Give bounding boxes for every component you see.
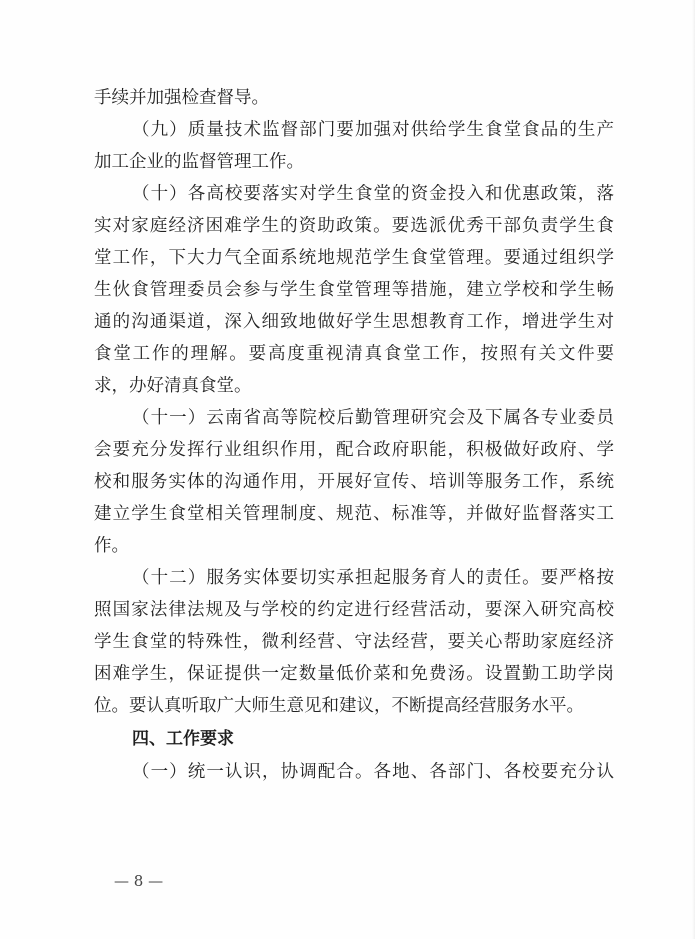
paragraph-line: 学生食堂的特殊性，微利经营、守法经营，要关心帮助家庭经济	[94, 632, 614, 652]
paragraph-line: 通的沟通渠道，深入细致地做好学生思想教育工作，增进学生对	[94, 312, 614, 332]
paragraph-line: 作。	[94, 536, 129, 556]
paragraph-line: 加工企业的监督管理工作。	[94, 152, 304, 172]
paragraph-work-1	[94, 756, 614, 788]
document-body	[94, 82, 614, 788]
paragraph-line: 位。要认真听取广大师生意见和建议，不断提高经营服务水平。	[94, 696, 584, 716]
paragraph-item-12	[94, 562, 614, 722]
paragraph-line: （一）统一认识，协调配合。各地、各部门、各校要充分认	[132, 762, 614, 782]
page-number: — 8 —	[114, 872, 164, 890]
paragraph-line: 堂工作，下大力气全面系统地规范学生食堂管理。要通过组织学	[94, 248, 614, 268]
paragraph-line: （十二）服务实体要切实承担起服务育人的责任。要严格按	[132, 568, 614, 588]
paragraph-line: 照国家法律法规及与学校的约定进行经营活动，要深入研究高校	[94, 600, 614, 620]
paragraph-line: 困难学生，保证提供一定数量低价菜和免费汤。设置勤工助学岗	[94, 664, 614, 684]
paragraph-item-11	[94, 402, 614, 562]
paragraph-line: （十一）云南省高等院校后勤管理研究会及下属各专业委员	[132, 408, 614, 428]
paragraph-continuation	[94, 82, 614, 114]
section-heading: 四、工作要求	[132, 729, 234, 749]
paragraph-line: 会要充分发挥行业组织作用，配合政府职能，积极做好政府、学	[94, 440, 614, 460]
paragraph-line: 手续并加强检查督导。	[94, 88, 269, 108]
paragraph-line: 实对家庭经济困难学生的资助政策。要选派优秀干部负责学生食	[94, 216, 614, 236]
paragraph-line: （九）质量技术监督部门要加强对供给学生食堂食品的生产	[132, 120, 614, 140]
paragraph-item-10	[94, 178, 614, 402]
paragraph-line: 建立学生食堂相关管理制度、规范、标准等，并做好监督落实工	[94, 504, 614, 524]
paragraph-line: 校和服务实体的沟通作用，开展好宣传、培训等服务工作，系统	[94, 472, 614, 492]
paragraph-item-9	[94, 114, 614, 178]
paragraph-line: 生伙食管理委员会参与学生食堂管理等措施，建立学校和学生畅	[94, 280, 614, 300]
paragraph-line: （十）各高校要落实对学生食堂的资金投入和优惠政策，落	[132, 184, 614, 204]
paragraph-line: 食堂工作的理解。要高度重视清真食堂工作，按照有关文件要	[94, 344, 614, 364]
paragraph-line: 求，办好清真食堂。	[94, 376, 252, 396]
